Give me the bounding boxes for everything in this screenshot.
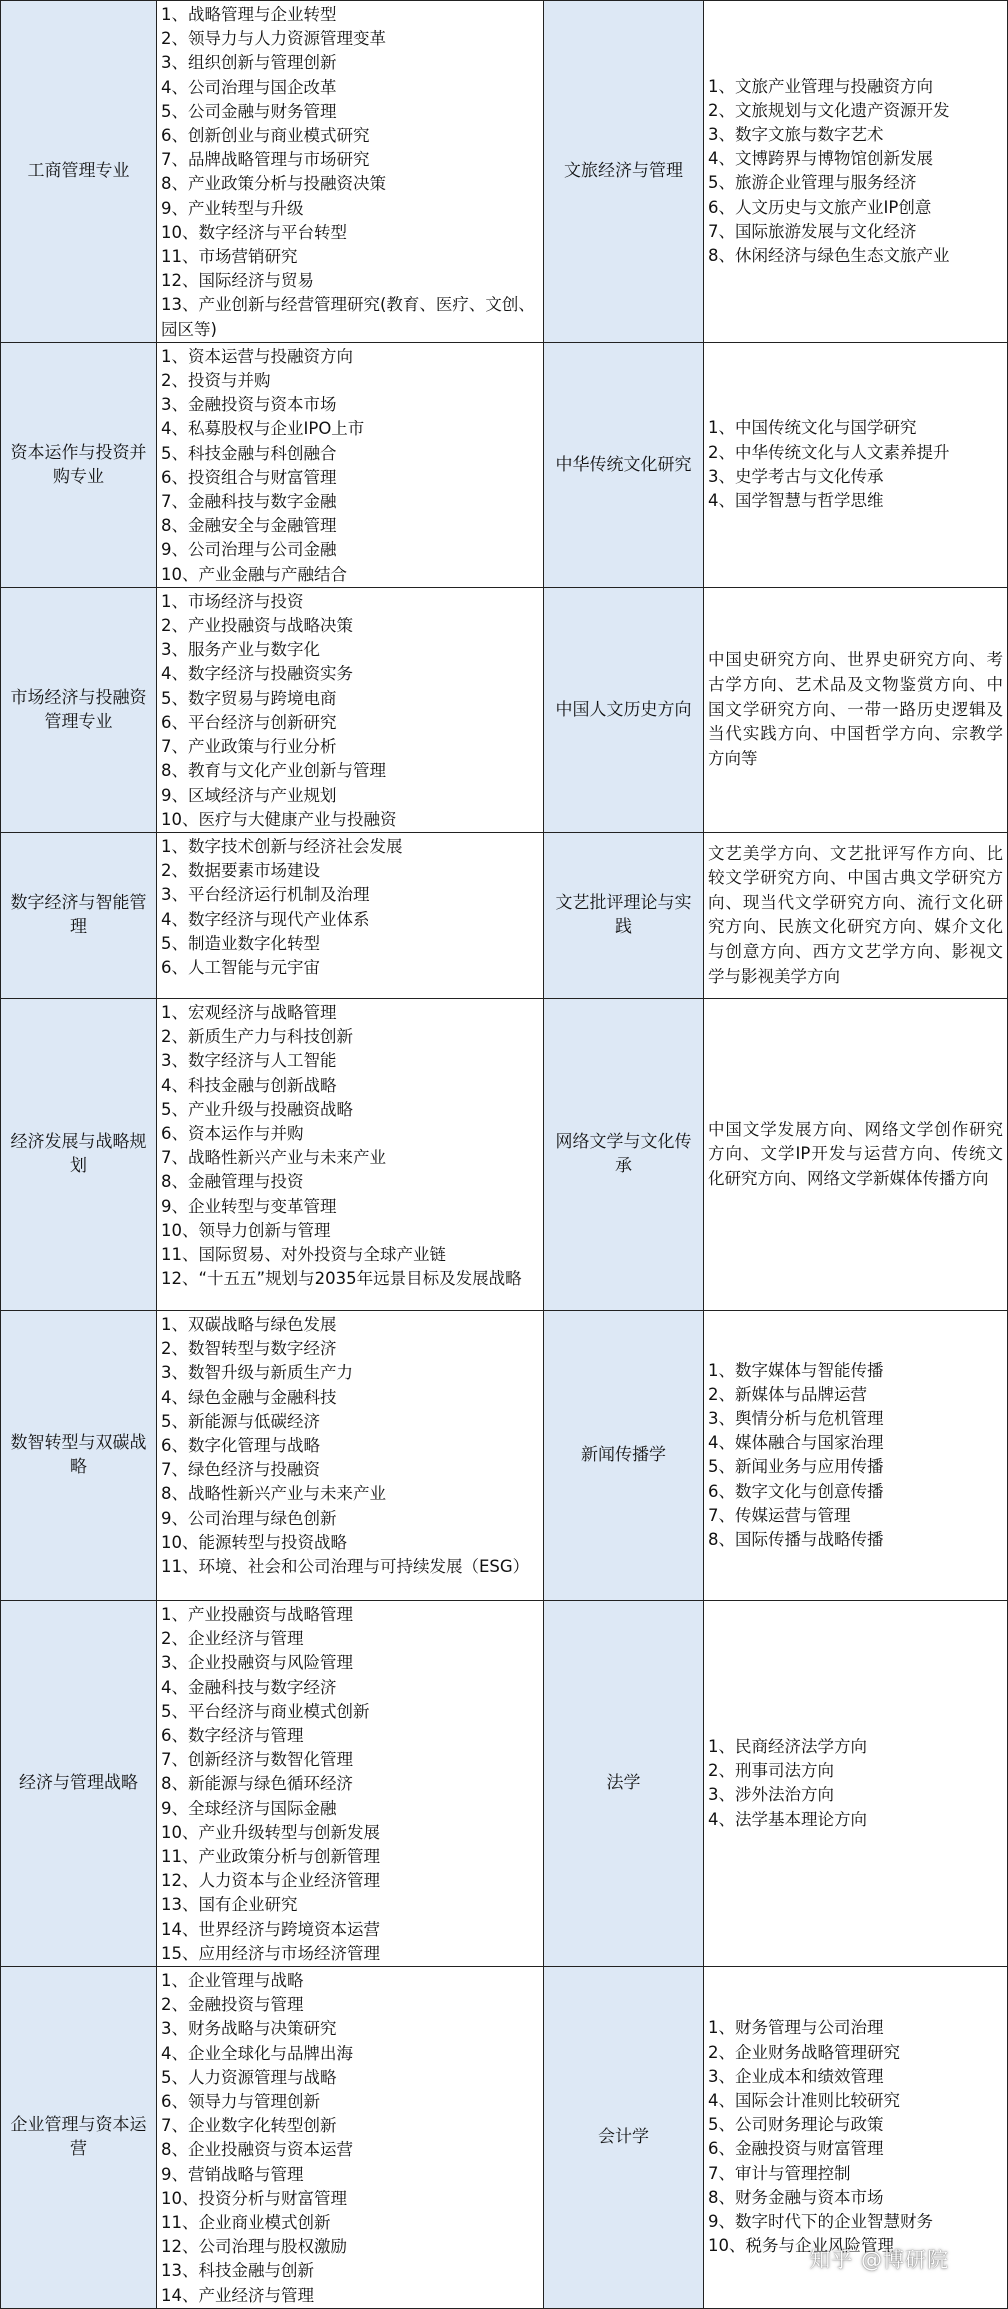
direction-item: 3、舆情分析与危机管理 [708,1409,884,1428]
course-item: 7、品牌战略管理与市场研究 [161,150,370,170]
course-list [157,998,544,1310]
table-row [1,342,1008,587]
course-item: 9、企业转型与变革管理 [161,1196,337,1216]
direction-list [704,1310,1008,1600]
direction-paragraph: 中国史研究方向、世界史研究方向、考古学方向、艺术品及文物鉴赏方向、中国文学研究方向、一带一路历史逻辑及当代实践方向、中国哲学方向、宗教学方向等 [708,650,1003,768]
direction-item: 9、数字时代下的企业智慧财务 [708,2211,933,2231]
direction-item: 5、公司财务理论与政策 [708,2115,884,2135]
course-item: 7、产业政策与行业分析 [161,737,337,757]
course-item: 13、国有企业研究 [161,1895,298,1915]
course-item: 3、数字经济与人工智能 [161,1051,337,1071]
major-name: 市场经济与投融资管理专业 [1,587,157,832]
direction-item: 8、国际传播与战略传播 [708,1530,884,1550]
major-name: 经济发展与战略规划 [1,998,157,1310]
field-name: 新闻传播学 [544,1310,704,1600]
course-list [157,1966,544,2308]
course-item: 9、区域经济与产业规划 [161,785,337,805]
course-item: 6、投资组合与财富管理 [161,467,337,487]
direction-item: 10、税务与企业风险管理 [708,2236,894,2256]
course-item: 4、数字经济与现代产业体系 [161,909,370,929]
course-item: 10、医疗与大健康产业与投融资 [161,809,397,829]
field-name: 中华传统文化研究 [544,342,704,587]
course-item: 7、绿色经济与投融资 [161,1460,320,1480]
course-item: 3、服务产业与数字化 [161,640,320,660]
course-item: 9、营销战略与管理 [161,2164,304,2184]
course-item: 5、产业升级与投融资战略 [161,1099,353,1119]
major-name: 企业管理与资本运营 [1,1966,157,2308]
course-item: 7、创新经济与数智化管理 [161,1750,353,1770]
course-item: 1、产业投融资与战略管理 [161,1604,353,1624]
direction-item: 4、国学智慧与哲学思维 [708,491,884,511]
course-item: 7、战略性新兴产业与未来产业 [161,1148,386,1168]
direction-list [704,1,1008,343]
course-item: 12、公司治理与股权激励 [161,2237,347,2257]
course-item: 11、产业政策分析与创新管理 [161,1846,380,1866]
course-item: 10、领导力创新与管理 [161,1220,331,1240]
field-name: 文艺批评理论与实践 [544,832,704,998]
table-row [1,1600,1008,1966]
course-item: 12、人力资本与企业经济管理 [161,1871,380,1891]
course-item: 2、企业经济与管理 [161,1629,304,1649]
course-item: 6、人工智能与元宇宙 [161,957,320,977]
course-item: 6、平台经济与创新研究 [161,712,337,732]
major-name: 工商管理专业 [1,1,157,343]
course-item: 12、“十五五”规划与2035年远景目标及发展战略 [161,1269,522,1289]
course-item: 9、产业转型与升级 [161,198,304,218]
course-item: 5、新能源与低碳经济 [161,1411,320,1431]
course-item: 10、数字经济与平台转型 [161,222,347,242]
course-item: 2、金融投资与管理 [161,1995,304,2015]
direction-item: 1、文旅产业管理与投融资方向 [708,76,933,96]
course-item: 1、资本运营与投融资方向 [161,346,353,366]
direction-list [704,1600,1008,1966]
course-item: 6、资本运作与并购 [161,1123,304,1143]
course-item: 4、数字经济与投融资实务 [161,664,353,684]
course-item: 2、领导力与人力资源管理变革 [161,29,386,49]
course-item: 8、金融安全与金融管理 [161,516,337,536]
direction-item: 4、媒体融合与国家治理 [708,1433,884,1453]
direction-item: 6、数字文化与创意传播 [708,1481,884,1501]
direction-item: 8、休闲经济与绿色生态文旅产业 [708,246,950,266]
direction-item: 2、中华传统文化与人文素养提升 [708,442,950,462]
course-item: 1、企业管理与战略 [161,1970,304,1990]
course-item: 4、公司治理与国企改革 [161,77,337,97]
course-item: 1、数字技术创新与经济社会发展 [161,836,403,856]
course-item: 4、科技金融与创新战略 [161,1075,337,1095]
course-item: 11、国际贸易、对外投资与全球产业链 [161,1244,446,1264]
course-item: 5、人力资源管理与战略 [161,2067,337,2087]
course-item: 3、财务战略与决策研究 [161,2019,337,2039]
direction-item: 7、审计与管理控制 [708,2163,851,2183]
direction-paragraph: 文艺美学方向、文艺批评写作方向、比较文学研究方向、中国古典文学研究方向、现当代文学研究方向、流行文化研究方向、民族文化研究方向、媒介文化与创意方向、西方文艺学方向、影视文学与影视美学方向 [708,843,1003,986]
direction-item: 3、涉外法治方向 [708,1785,834,1805]
course-item: 1、宏观经济与战略管理 [161,1002,337,1022]
course-item: 6、领导力与管理创新 [161,2091,320,2111]
direction-item: 3、数字文旅与数字艺术 [708,125,884,145]
course-item: 9、公司治理与绿色创新 [161,1508,337,1528]
course-item: 5、平台经济与商业模式创新 [161,1701,370,1721]
course-item: 2、投资与并购 [161,371,271,391]
direction-item: 8、财务金融与资本市场 [708,2187,884,2207]
course-item: 10、产业金融与产融结合 [161,564,347,584]
field-name: 中国人文历史方向 [544,587,704,832]
course-item: 11、环境、社会和公司治理与可持续发展（ESG） [161,1556,530,1576]
course-item: 5、公司金融与财务管理 [161,101,337,121]
direction-paragraph: 中国文学发展方向、网络文学创作研究方向、文学IP开发与运营方向、传统文化研究方向、网络文学新媒体传播方向 [708,1119,1003,1188]
course-item: 4、金融科技与数字经济 [161,1677,337,1697]
course-item: 6、创新创业与商业模式研究 [161,126,370,146]
program-table-body [1,1,1008,2309]
direction-item: 2、企业财务战略管理研究 [708,2042,900,2062]
direction-item: 5、新闻业务与应用传播 [708,1457,884,1477]
direction-item: 7、传媒运营与管理 [708,1505,851,1525]
direction-list [704,342,1008,587]
course-item: 3、金融投资与资本市场 [161,395,337,415]
direction-item: 5、旅游企业管理与服务经济 [708,173,917,193]
course-list [157,1310,544,1600]
direction-item: 3、企业成本和绩效管理 [708,2066,884,2086]
course-item: 8、战略性新兴产业与未来产业 [161,1484,386,1504]
course-item: 8、金融管理与投资 [161,1172,304,1192]
course-item: 8、教育与文化产业创新与管理 [161,761,386,781]
course-item: 2、产业投融资与战略决策 [161,616,353,636]
course-item: 7、金融科技与数字金融 [161,492,337,512]
course-item: 3、平台经济运行机制及治理 [161,885,370,905]
direction-list [704,998,1008,1310]
course-item: 1、双碳战略与绿色发展 [161,1314,337,1334]
course-item: 15、应用经济与市场经济管理 [161,1943,380,1963]
field-name: 网络文学与文化传承 [544,998,704,1310]
course-item: 3、组织创新与管理创新 [161,53,337,73]
course-item: 2、数智转型与数字经济 [161,1339,337,1359]
course-item: 4、私募股权与企业IPO上市 [161,419,365,439]
course-item: 9、全球经济与国际金融 [161,1798,337,1818]
course-item: 5、科技金融与科创融合 [161,443,337,463]
course-item: 1、战略管理与企业转型 [161,5,337,24]
course-item: 8、企业投融资与资本运营 [161,2140,353,2160]
field-name: 法学 [544,1600,704,1966]
course-item: 13、科技金融与创新 [161,2261,314,2281]
direction-item: 6、人文历史与文旅产业IP创意 [708,197,932,217]
course-item: 7、企业数字化转型创新 [161,2116,337,2136]
direction-item: 7、国际旅游发展与文化经济 [708,221,917,241]
direction-item: 1、中国传统文化与国学研究 [708,418,917,438]
direction-item: 2、文旅规划与文化遗产资源开发 [708,100,950,120]
direction-item: 2、刑事司法方向 [708,1761,834,1781]
major-name: 数字经济与智能管理 [1,832,157,998]
table-row [1,1,1008,343]
course-item: 14、产业经济与管理 [161,2285,314,2305]
course-item: 2、新质生产力与科技创新 [161,1027,353,1047]
course-item: 2、数据要素市场建设 [161,861,320,881]
field-name: 会计学 [544,1966,704,2308]
course-list [157,587,544,832]
course-item: 14、世界经济与跨境资本运营 [161,1919,380,1939]
direction-item: 2、新媒体与品牌运营 [708,1384,867,1404]
course-item: 3、数智升级与新质生产力 [161,1363,353,1383]
table-row [1,832,1008,998]
course-list [157,342,544,587]
course-item: 10、产业升级转型与创新发展 [161,1822,380,1842]
field-name: 文旅经济与管理 [544,1,704,343]
direction-list [704,832,1008,998]
course-item: 6、数字化管理与战略 [161,1435,320,1455]
direction-item: 3、史学考古与文化传承 [708,466,884,486]
direction-item: 6、金融投资与财富管理 [708,2139,884,2159]
course-item: 12、国际经济与贸易 [161,271,314,291]
major-name: 资本运作与投资并购专业 [1,342,157,587]
table-row [1,998,1008,1310]
course-item: 9、公司治理与公司金融 [161,540,337,560]
course-item: 8、新能源与绿色循环经济 [161,1774,353,1794]
major-name: 数智转型与双碳战略 [1,1310,157,1600]
direction-item: 4、文博跨界与博物馆创新发展 [708,149,933,169]
course-item: 11、企业商业模式创新 [161,2212,331,2232]
course-list [157,832,544,998]
table-row [1,1310,1008,1600]
table-row [1,587,1008,832]
course-list [157,1,544,343]
course-item: 13、产业创新与经营管理研究(教育、医疗、文创、园区等) [161,295,535,339]
course-item: 4、企业全球化与品牌出海 [161,2043,353,2063]
direction-item: 4、国际会计准则比较研究 [708,2090,900,2110]
course-item: 6、数字经济与管理 [161,1725,304,1745]
major-name: 经济与管理战略 [1,1600,157,1966]
direction-item: 4、法学基本理论方向 [708,1809,867,1829]
direction-item: 1、数字媒体与智能传播 [708,1360,884,1380]
course-list [157,1600,544,1966]
course-item: 8、产业政策分析与投融资决策 [161,174,386,194]
course-item: 10、投资分析与财富管理 [161,2188,347,2208]
direction-item: 1、财务管理与公司治理 [708,2018,884,2038]
course-item: 5、制造业数字化转型 [161,933,320,953]
course-item: 1、市场经济与投资 [161,591,304,611]
course-item: 11、市场营销研究 [161,247,298,267]
watermark: 知乎 @博研院 [809,2248,949,2272]
course-item: 3、企业投融资与风险管理 [161,1653,353,1673]
direction-list [704,587,1008,832]
course-item: 5、数字贸易与跨境电商 [161,688,337,708]
direction-item: 1、民商经济法学方向 [708,1737,867,1757]
course-item: 10、能源转型与投资战略 [161,1532,347,1552]
course-item: 4、绿色金融与金融科技 [161,1387,337,1407]
